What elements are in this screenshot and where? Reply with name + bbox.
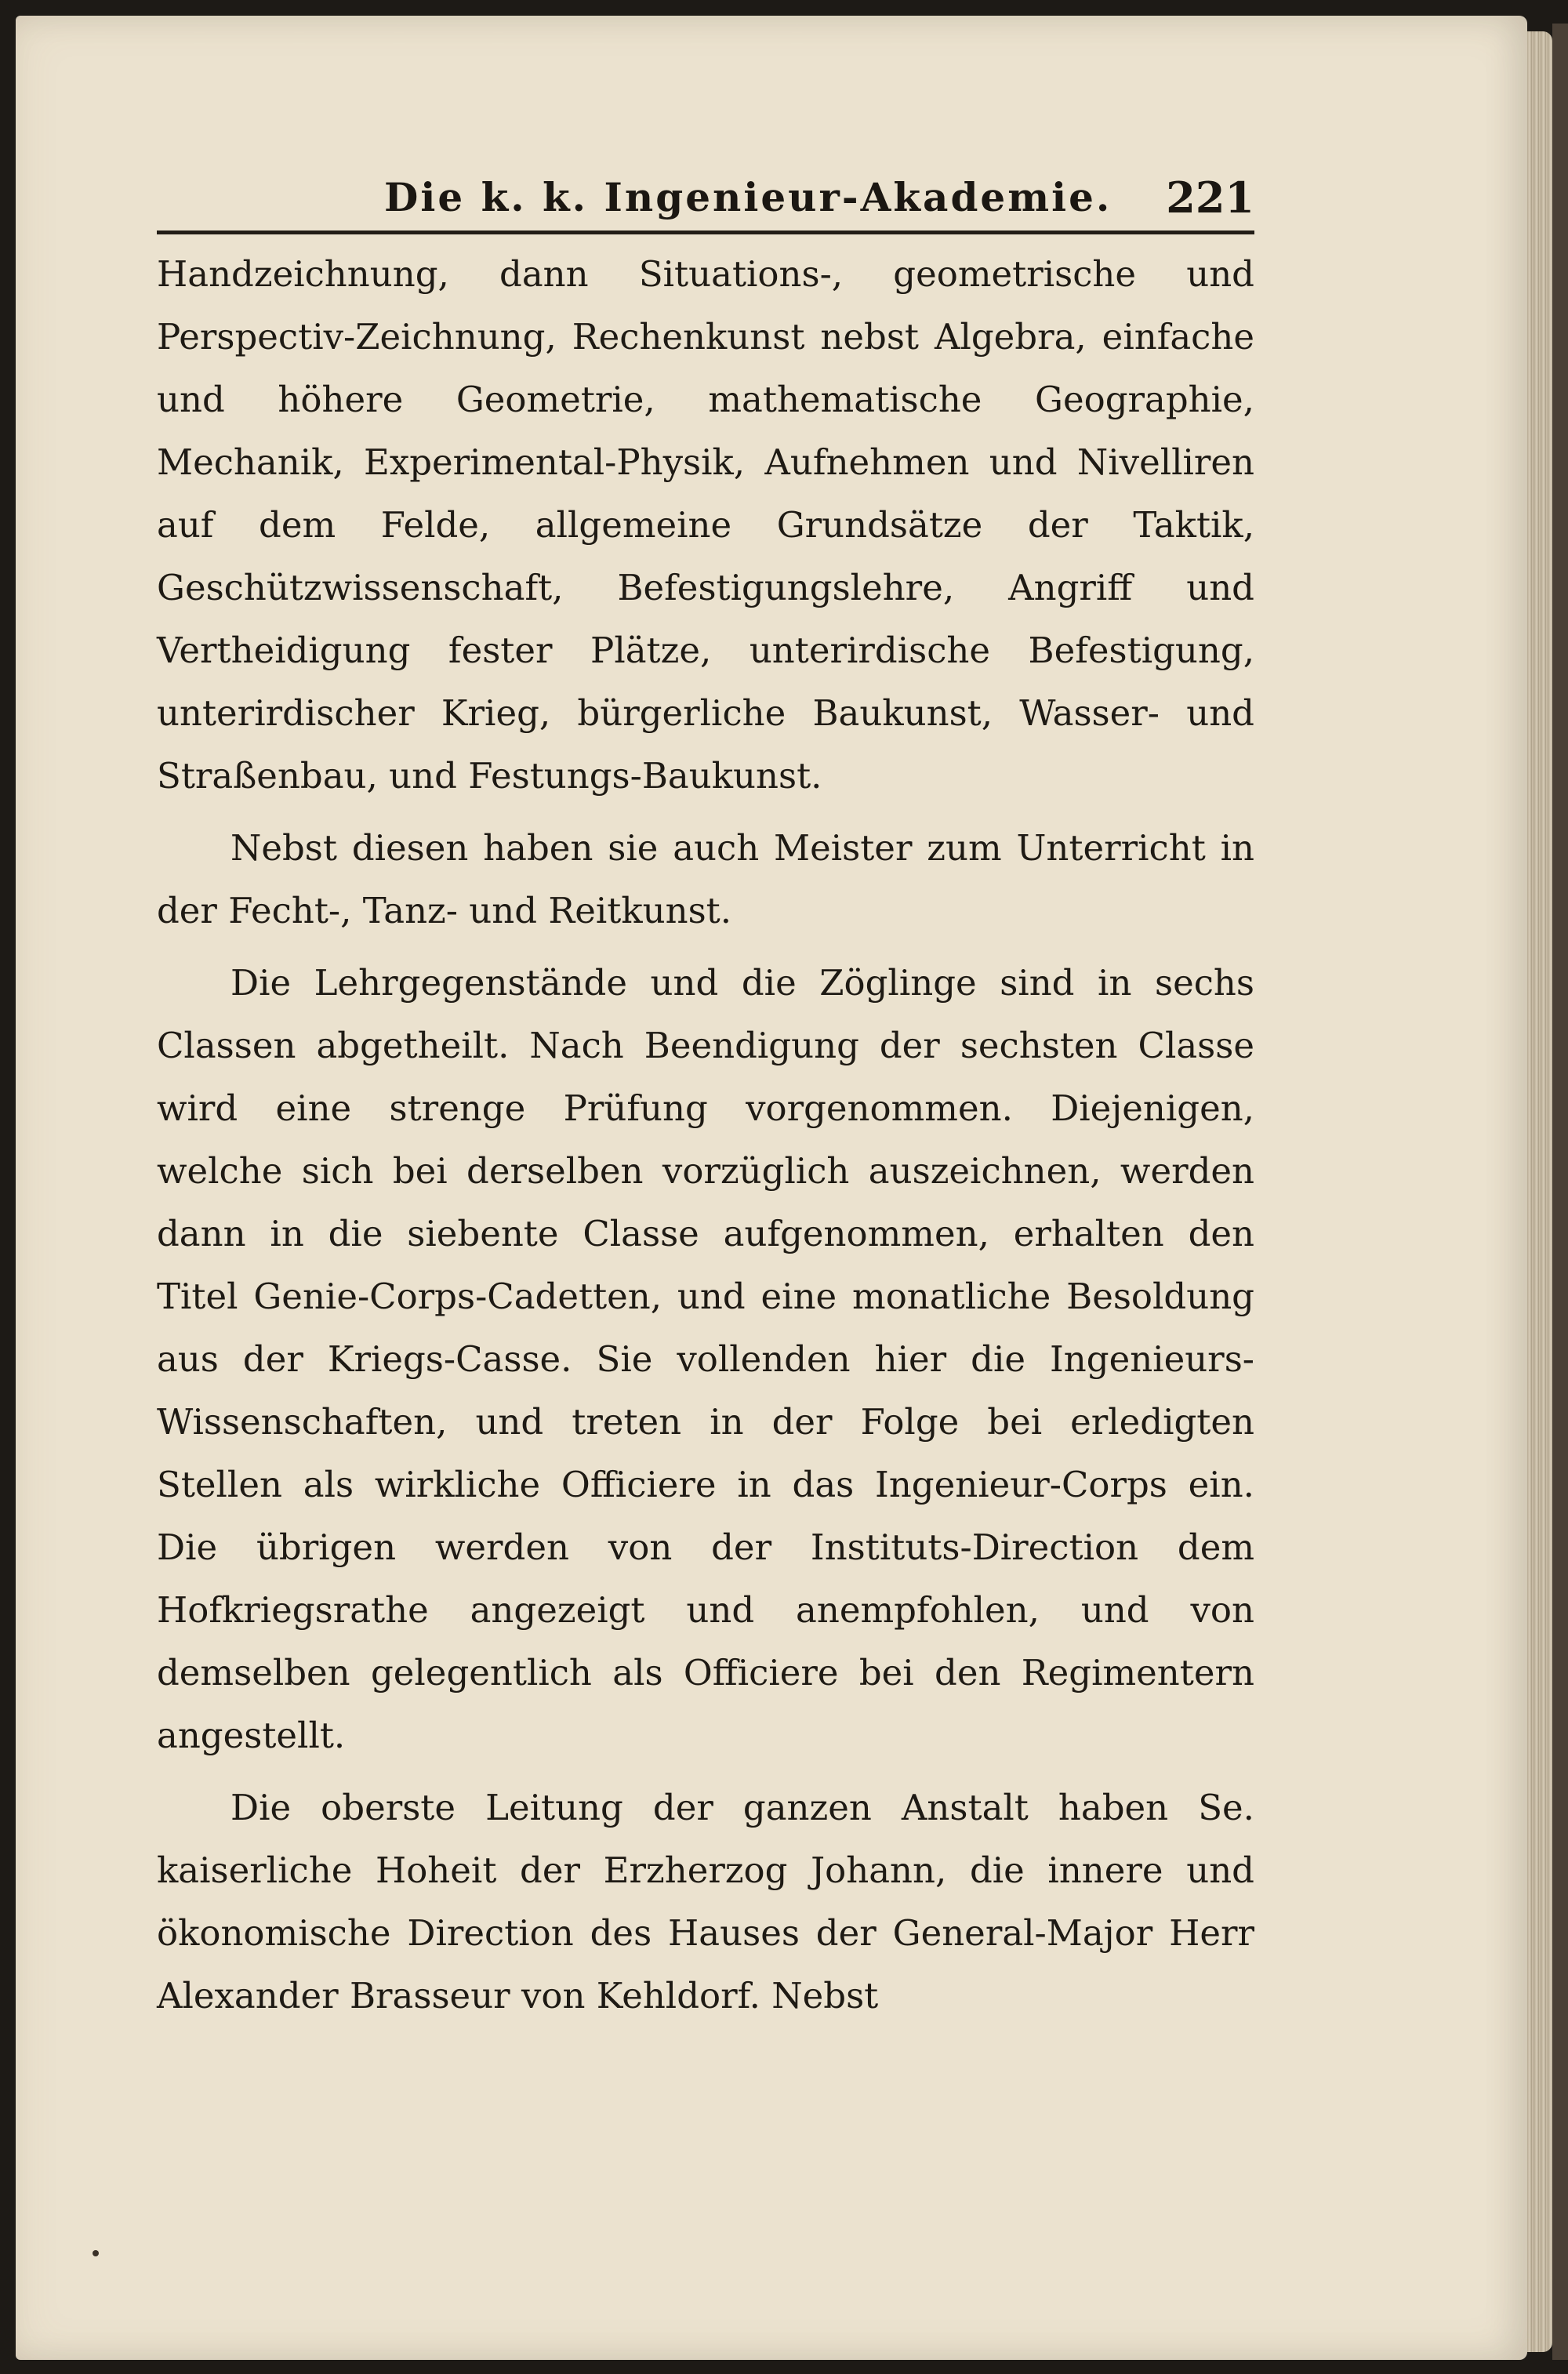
body-text [157,243,1254,2027]
running-head: Die k. k. Ingenieur-Akademie. [384,174,1112,220]
header-rule [157,231,1254,234]
paragraph-classes: Die Lehrgegenstände und die Zöglinge sind in sechs Classen abgetheilt. Nach Beendigung der sechsten Classe wird eine strenge Prüfung vorgenommen. Diejenigen, welche sich bei derselben vorzüglich auszeichnen, werden dann in die siebente Classe aufgenommen, erhalten den Titel Genie-Corps-Cadetten, und eine monatliche Besoldung aus der Kriegs-Casse. Sie vollenden hier die Ingenieurs-Wissenschaften, und treten in der Folge bei erledigten Stellen als wirkliche Officiere in das Ingenieur-Corps ein. Die übrigen werden von der Instituts-Direction dem Hofkriegsrathe angezeigt und anempfohlen, und von demselben gelegentlich als Officiere bei den Regimentern angestellt. [157,962,1254,1756]
paper-speck [93,2250,99,2256]
page-number: 221 [1166,172,1254,223]
book-spine-shadow [1552,24,1568,2360]
page-header [157,169,1254,226]
paragraph-direction: Die oberste Leitung der ganzen Anstalt haben Se. kaiserliche Hoheit der Erzherzog Johann, die innere und ökonomische Direction des Hauses der General-Major Herr Alexander Brasseur von Kehldorf. Nebst [157,1787,1254,2016]
paragraph-masters: Nebst diesen haben sie auch Meister zum Unterricht in der Fecht-, Tanz- und Reitkunst. [157,827,1254,931]
paragraph-subjects: Handzeichnung, dann Situations-, geometrische und Perspectiv-Zeichnung, Rechenkunst nebst Algebra, einfache und höhere Geometrie, mathematische Geographie, Mechanik, Experimental-Physik, Aufnehmen und Nivelliren auf dem Felde, allgemeine Grundsätze der Taktik, Geschützwissenschaft, Befestigungslehre, Angriff und Vertheidigung fester Plätze, unterirdische Befestigung, unterirdischer Krieg, bürgerliche Baukunst, Wasser- und Straßenbau, und Festungs-Baukunst. [157,253,1254,797]
